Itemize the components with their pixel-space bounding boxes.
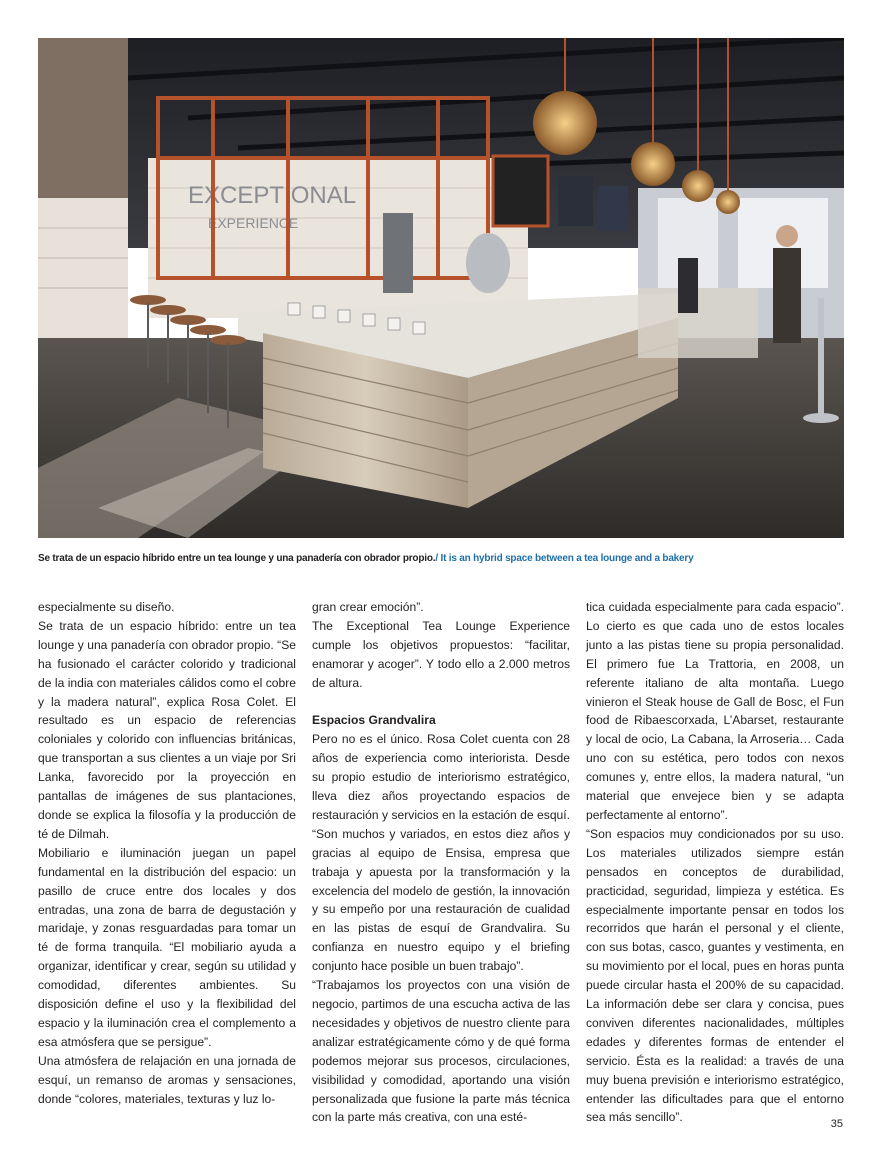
sign-text-exceptional: EXCEPTIONAL bbox=[188, 182, 357, 209]
sign-text-experience: EXPERIENCE bbox=[208, 215, 299, 231]
caption-separator: / bbox=[435, 553, 441, 564]
text-column-3 bbox=[586, 598, 844, 1127]
paragraph: gran crear emoción”. bbox=[312, 600, 424, 614]
paragraph: The Exceptional Tea Lounge Experience cumple los objetivos propuestos: “facilitar, enamorar y acoger”. Y todo ello a 2.000 metros de altura. bbox=[312, 618, 570, 690]
text-column-1 bbox=[38, 598, 296, 1108]
caption-english: It is an hybrid space between a tea lounge and a bakery bbox=[440, 553, 694, 564]
paragraph: “Trabajamos los proyectos con una visión de negocio, partimos de una escucha activa de las necesidades y objetivos de nuestro cliente para analizar estratégicamente cómo y de qué forma podemos mejorar sus procesos, circulaciones, visibilidad y comodidad, aportando una visión personalizada que fusione la parte más técnica con la parte más creativa, con una esté- bbox=[312, 978, 570, 1125]
paragraph: “Son espacios muy condicionados por su uso. Los materiales utilizados siempre están pensados en conceptos de durabilidad, practicidad, seguridad, limpieza y estética. Es especialmente importante pensar en todos los recorridos que harán el personal y el cliente, con sus botas, casco, guantes y vestimenta, en su movimiento por el local, pues en horas punta puede circular hasta el 200% de su capacidad. La información debe ser clara y concisa, pues conviven diferentes nacionalidades, múltiples edades y diferentes formas de entender el servicio. Ésta es la realidad: a través de una muy buena previsión e interiorismo estratégico, entender las dificultades para que el entorno sea más sencillo”. bbox=[586, 826, 844, 1125]
paragraph: Se trata de un espacio híbrido: entre un tea lounge y una panadería con obrador propio. “Se ha fusionado el carácter colorido y tradicional de la india con materiales cálidos como el cobre y la madera natural”, explica Rosa Colet. El resultado es un espacio de referencias coloniales y colorido con influencias británicas, que transportan a sus clientes a un viaje por Sri Lanka, favorecido por la proyección en pantallas de imágenes de sus plantaciones, donde se explica la filosofía y la producción de té de Dilmah. bbox=[38, 618, 296, 841]
photo-caption bbox=[38, 553, 844, 564]
text-column-2 bbox=[312, 598, 570, 1127]
paragraph: especialmente su diseño. bbox=[38, 600, 175, 614]
paragraph: Mobiliario e iluminación juegan un papel fundamental en la distribución del espacio: un pasillo de cruce entre dos locales y dos entradas, una zona de barra de degustación y maridaje, y zonas resguardadas para tomar un té de forma tranquila. “El mobiliario ayuda a organizar, identificar y crear, según su utilidad y comodidad, diferentes ambientes. Su disposición define el uso y la flexibilidad del espacio y la iluminación crea el complemento a esa atmósfera que se persigue”. bbox=[38, 845, 296, 1049]
cafe-interior-photo bbox=[38, 38, 844, 538]
section-heading: Espacios Grandvalira bbox=[312, 713, 436, 728]
paragraph: Pero no es el único. Rosa Colet cuenta con 28 años de experiencia como interiorista. Desde su propio estudio de interiorismo estratégico, lleva diez años proyectando espacios de restauración y servicios en la estación de esquí. “Son muchos y variados, en estos diez años y gracias al equipo de Ensisa, empresa que trabaja y apuesta por la transformación y la excelencia del modelo de gestión, la innovación y su empeño por una restauración de cualidad en las pistas de esquí de Grandvalira. Su confianza en nuestro equipo y el briefing conjunto hace posible un buen trabajo”. bbox=[312, 732, 570, 974]
caption-spanish: Se trata de un espacio híbrido entre un tea lounge y una panadería con obrador propio. bbox=[38, 553, 436, 564]
paragraph: tica cuidada especialmente para cada espacio”. Lo cierto es que cada uno de estos locales junto a las pistas tiene su propia personalidad. El primero fue La Trattoria, en 2008, un referente italiano de alta montaña. Luego vinieron el Steak house de Gall de Bosc, el Fun food de Ribaescorxada, L’Abarset, restaurante y local de ocio, La Cabana, la Arroseria… Cada uno con su estética, pero todos con nexos comunes y, entre ellos, la madera natural, “un material que envejece bien y se adapta perfectamente al entorno”. bbox=[586, 600, 844, 822]
paragraph: Una atmósfera de relajación en una jornada de esquí, un remanso de aromas y sensaciones, donde “colores, materiales, texturas y luz lo- bbox=[38, 1053, 296, 1106]
page-number: 35 bbox=[830, 1118, 843, 1130]
